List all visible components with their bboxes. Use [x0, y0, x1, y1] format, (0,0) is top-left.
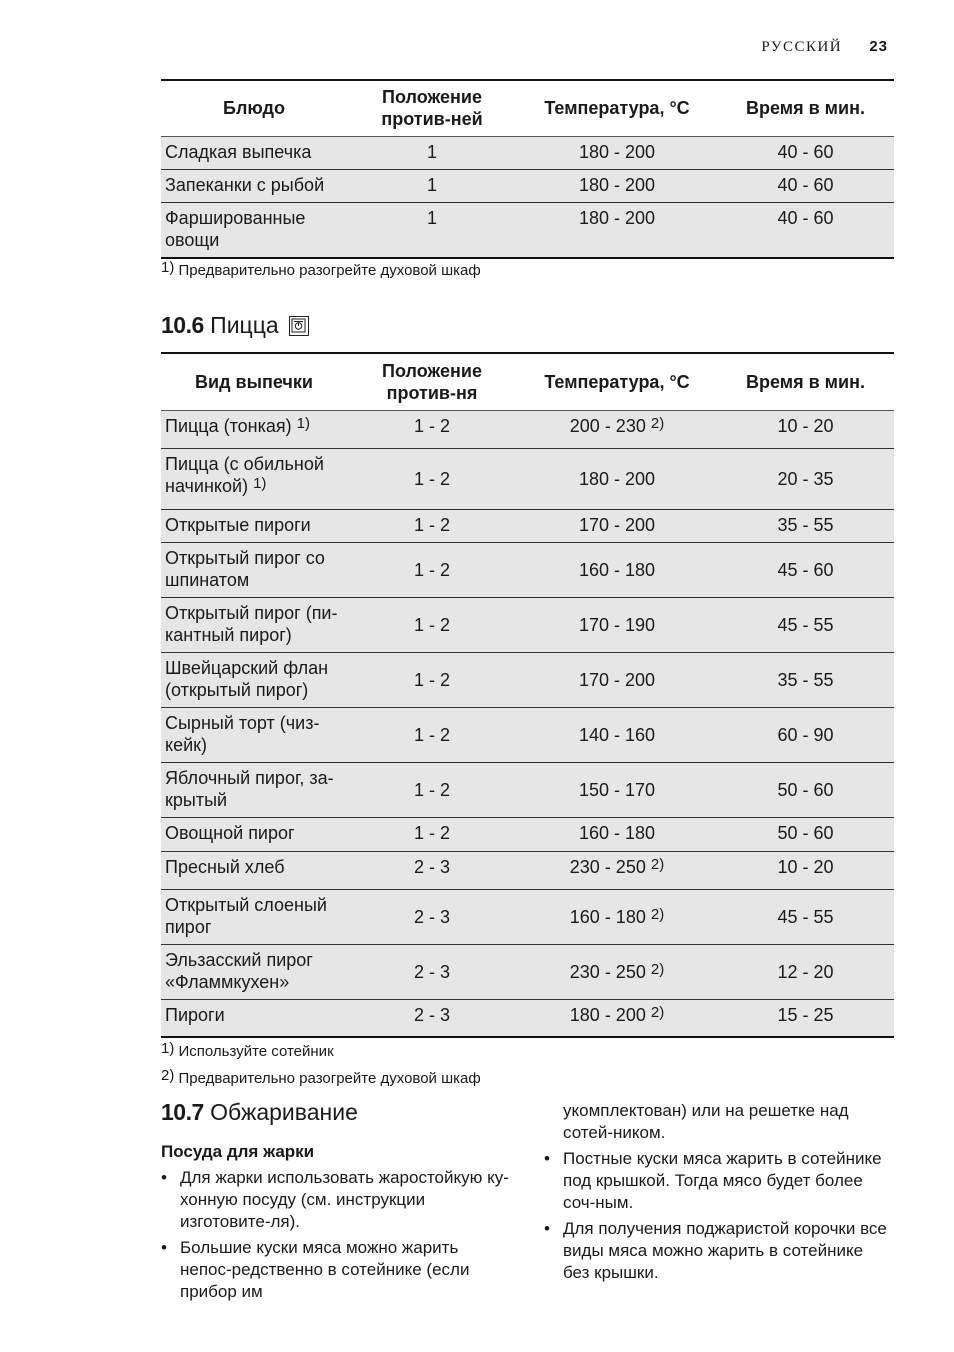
table2-footnote-2 [161, 1067, 481, 1087]
col-header-position [347, 353, 517, 410]
cell-temp [517, 762, 717, 817]
cell-position [347, 410, 517, 448]
cell-position [347, 202, 517, 258]
cell-position [347, 652, 517, 707]
table1-footnote [161, 259, 481, 279]
section-title: Пицца [210, 312, 279, 338]
cell-temp [517, 851, 717, 889]
table-pizza [161, 352, 894, 1038]
cell-time [717, 652, 894, 707]
table-row [161, 707, 894, 762]
cell-position [347, 762, 517, 817]
cell-dish-text: Сырный торт (чиз-кейк) [165, 712, 320, 755]
cell-dish [161, 707, 347, 762]
col-header-position-text: Положение против-ней [381, 87, 483, 130]
cell-dish [161, 410, 347, 448]
page-number: 23 [869, 38, 888, 55]
footnote-marker: 2) [161, 1067, 175, 1084]
footnote-ref: 2) [650, 855, 665, 873]
table-row [161, 851, 894, 889]
cell-dish-text: Пицца (с обильной начинкой) [165, 453, 324, 496]
cell-time [717, 202, 894, 258]
footnote-ref: 2) [650, 414, 665, 432]
page-header [761, 38, 888, 56]
cell-time [717, 509, 894, 542]
cell-position [347, 169, 517, 202]
col-header-position [347, 80, 517, 136]
section-pizza-heading [161, 312, 309, 339]
cell-dish-text: Пироги [165, 1004, 225, 1025]
cell-temp [517, 202, 717, 258]
cell-dish-text: Сладкая выпечка [165, 141, 312, 162]
table-row [161, 448, 894, 509]
header-language: РУССКИЙ [761, 39, 843, 55]
cell-position-text: 1 [426, 207, 437, 228]
footnote-ref: 2) [650, 905, 665, 923]
table-row [161, 169, 894, 202]
cell-time-text: 45 - 55 [777, 906, 834, 927]
table-row [161, 762, 894, 817]
cell-position-text: 2 - 3 [413, 856, 451, 877]
cell-time-text: 45 - 60 [777, 559, 834, 580]
cell-position-text: 1 - 2 [413, 614, 451, 635]
table-row [161, 944, 894, 999]
cell-temp [517, 136, 717, 169]
col-header-position-text: Положение против-ня [382, 360, 482, 403]
cell-position-text: 2 - 3 [413, 961, 451, 982]
cell-position-text: 1 [426, 141, 437, 162]
cell-time-text: 40 - 60 [777, 141, 834, 162]
table-row [161, 136, 894, 169]
cell-position [347, 542, 517, 597]
cell-temp-text: 170 - 200 [578, 669, 656, 690]
cell-dish [161, 889, 347, 944]
cell-time [717, 542, 894, 597]
cell-temp-text: 180 - 200 [578, 468, 656, 489]
cell-dish [161, 762, 347, 817]
cell-dish [161, 542, 347, 597]
cell-position-text: 2 - 3 [413, 906, 451, 927]
cell-time [717, 597, 894, 652]
cell-time-text: 10 - 20 [777, 415, 834, 436]
cell-position-text: 1 - 2 [413, 559, 451, 580]
cell-temp [517, 509, 717, 542]
footnote-ref: 2) [650, 960, 665, 978]
cell-dish-text: Фаршированные овощи [165, 207, 306, 250]
footnote-text: Используйте сотейник [178, 1043, 334, 1060]
cell-time [717, 448, 894, 509]
cell-time-text: 35 - 55 [777, 514, 834, 535]
footnote-marker: 1) [161, 259, 175, 276]
cell-position [347, 889, 517, 944]
cell-dish-text: Открытый слоеный пирог [165, 894, 327, 937]
cell-time [717, 851, 894, 889]
cell-time [717, 707, 894, 762]
cell-position-text: 1 - 2 [413, 669, 451, 690]
footnote-ref: 2) [650, 1003, 665, 1021]
cell-position-text: 1 - 2 [413, 822, 451, 843]
cell-position [347, 136, 517, 169]
cell-time [717, 762, 894, 817]
cell-dish [161, 851, 347, 889]
cell-position [347, 597, 517, 652]
table-row [161, 509, 894, 542]
table-row [161, 652, 894, 707]
cell-position-text: 1 - 2 [413, 724, 451, 745]
cell-position [347, 944, 517, 999]
section-number: 10.7 [161, 1099, 204, 1125]
cell-temp [517, 817, 717, 851]
cell-time [717, 410, 894, 448]
cell-dish-text: Швейцарский флан (открытый пирог) [165, 657, 329, 700]
cell-temp-text: 230 - 250 [569, 961, 646, 982]
cell-temp-text: 150 - 170 [578, 779, 656, 800]
cell-temp [517, 169, 717, 202]
cell-time-text: 15 - 25 [777, 1004, 834, 1025]
table-row [161, 999, 894, 1037]
section-number: 10.6 [161, 312, 204, 338]
footnote-text: Предварительно разогрейте духовой шкаф [178, 1070, 481, 1087]
cell-temp-text: 170 - 190 [578, 614, 656, 635]
table-dishes-1 [161, 79, 894, 259]
cell-time-text: 20 - 35 [777, 468, 834, 489]
cell-dish [161, 817, 347, 851]
cell-time-text: 50 - 60 [777, 822, 834, 843]
cell-position [347, 817, 517, 851]
cell-temp [517, 944, 717, 999]
footnote-ref: 1) [253, 474, 267, 492]
left-bullet-list [161, 1167, 511, 1307]
cell-time [717, 169, 894, 202]
table-row [161, 889, 894, 944]
table-row [161, 542, 894, 597]
cell-time [717, 817, 894, 851]
cell-time-text: 35 - 55 [777, 669, 834, 690]
col-header-temp: Температура, °C [517, 353, 717, 410]
cell-temp [517, 448, 717, 509]
section-title: Обжаривание [210, 1099, 358, 1125]
cell-dish [161, 944, 347, 999]
cell-temp-text: 140 - 160 [578, 724, 656, 745]
cell-position-text: 1 - 2 [413, 779, 451, 800]
cell-temp [517, 597, 717, 652]
cell-time-text: 60 - 90 [777, 724, 834, 745]
cell-dish-text: Пицца (тонкая) [165, 415, 292, 436]
cell-dish-text: Пресный хлеб [165, 856, 285, 877]
col-header-time: Время в мин. [717, 353, 894, 410]
col-header-bake-type: Вид выпечки [161, 353, 347, 410]
cell-dish [161, 136, 347, 169]
cell-time-text: 45 - 55 [777, 614, 834, 635]
right-continuation-text: укомплектован) или на решетке над сотей-ником. [563, 1101, 849, 1142]
cell-position-text: 1 [426, 174, 437, 195]
subheading-cookware: Посуда для жарки [161, 1142, 315, 1161]
cell-position [347, 999, 517, 1037]
table-row [161, 817, 894, 851]
cell-temp-text: 160 - 180 [569, 906, 646, 927]
footnote-ref: 1) [296, 414, 310, 432]
col-header-time: Время в мин. [717, 80, 894, 136]
cell-time-text: 40 - 60 [777, 174, 834, 195]
cell-position [347, 851, 517, 889]
cell-dish [161, 448, 347, 509]
table2-footnote-1 [161, 1040, 334, 1060]
cell-position [347, 707, 517, 762]
footnote-text: Предварительно разогрейте духовой шкаф [178, 262, 481, 279]
cell-time-text: 50 - 60 [777, 779, 834, 800]
cell-temp-text: 180 - 200 [578, 174, 656, 195]
cell-temp [517, 889, 717, 944]
cell-temp-text: 230 - 250 [569, 856, 646, 877]
table-row [161, 410, 894, 448]
cell-temp [517, 707, 717, 762]
cell-position-text: 1 - 2 [413, 468, 451, 489]
table-row [161, 597, 894, 652]
list-item: • Большие куски мяса можно жарить непос-редственно в сотейнике (если прибор им [161, 1237, 511, 1303]
cell-dish-text: Запеканки с рыбой [165, 174, 325, 195]
cell-dish-text: Открытый пирог со шпинатом [165, 547, 325, 590]
cell-time [717, 944, 894, 999]
list-item: • Для жарки использовать жаростойкую ку-хонную посуду (см. инструкции изготовите-ля). [161, 1167, 511, 1233]
cell-temp-text: 180 - 200 [578, 207, 656, 228]
col-header-temp: Температура, °C [517, 80, 717, 136]
cell-time-text: 10 - 20 [777, 856, 834, 877]
table-row [161, 202, 894, 258]
cell-position [347, 509, 517, 542]
cell-time [717, 136, 894, 169]
cell-temp-text: 200 - 230 [569, 415, 646, 436]
cell-dish [161, 509, 347, 542]
cell-dish-text: Открытый пирог (пи-кантный пирог) [165, 602, 338, 645]
cell-dish [161, 999, 347, 1037]
cell-temp [517, 999, 717, 1037]
right-bullet-list [544, 1148, 894, 1288]
cell-time [717, 999, 894, 1037]
list-item: • Постные куски мяса жарить в сотейнике под крышкой. Тогда мясо будет более соч-ным. [544, 1148, 894, 1214]
cell-time-text: 12 - 20 [777, 961, 834, 982]
cell-dish [161, 202, 347, 258]
footnote-marker: 1) [161, 1040, 175, 1057]
col-header-dish: Блюдо [161, 80, 347, 136]
cell-position-text: 2 - 3 [413, 1004, 451, 1025]
list-item: • Для получения поджаристой корочки все виды мяса можно жарить в сотейнике без крышки. [544, 1218, 894, 1284]
cell-temp-text: 170 - 200 [578, 514, 656, 535]
cell-temp-text: 180 - 200 [569, 1004, 646, 1025]
cell-dish-text: Овощной пирог [165, 822, 295, 843]
cell-temp [517, 542, 717, 597]
cell-dish-text: Открытые пироги [165, 514, 311, 535]
cell-dish [161, 169, 347, 202]
cell-temp [517, 652, 717, 707]
cell-time-text: 40 - 60 [777, 207, 834, 228]
cell-dish-text: Эльзасский пирог «Фламмкухен» [165, 949, 313, 992]
cell-position-text: 1 - 2 [413, 415, 451, 436]
cell-position-text: 1 - 2 [413, 514, 451, 535]
cell-temp [517, 410, 717, 448]
cell-temp-text: 160 - 180 [578, 822, 656, 843]
cell-position [347, 448, 517, 509]
pizza-mode-icon [289, 316, 309, 336]
cell-time [717, 889, 894, 944]
section-roast-heading [161, 1099, 358, 1126]
cell-dish [161, 597, 347, 652]
cell-temp-text: 160 - 180 [578, 559, 656, 580]
cell-temp-text: 180 - 200 [578, 141, 656, 162]
cell-dish-text: Яблочный пирог, за-крытый [165, 767, 334, 810]
cell-dish [161, 652, 347, 707]
